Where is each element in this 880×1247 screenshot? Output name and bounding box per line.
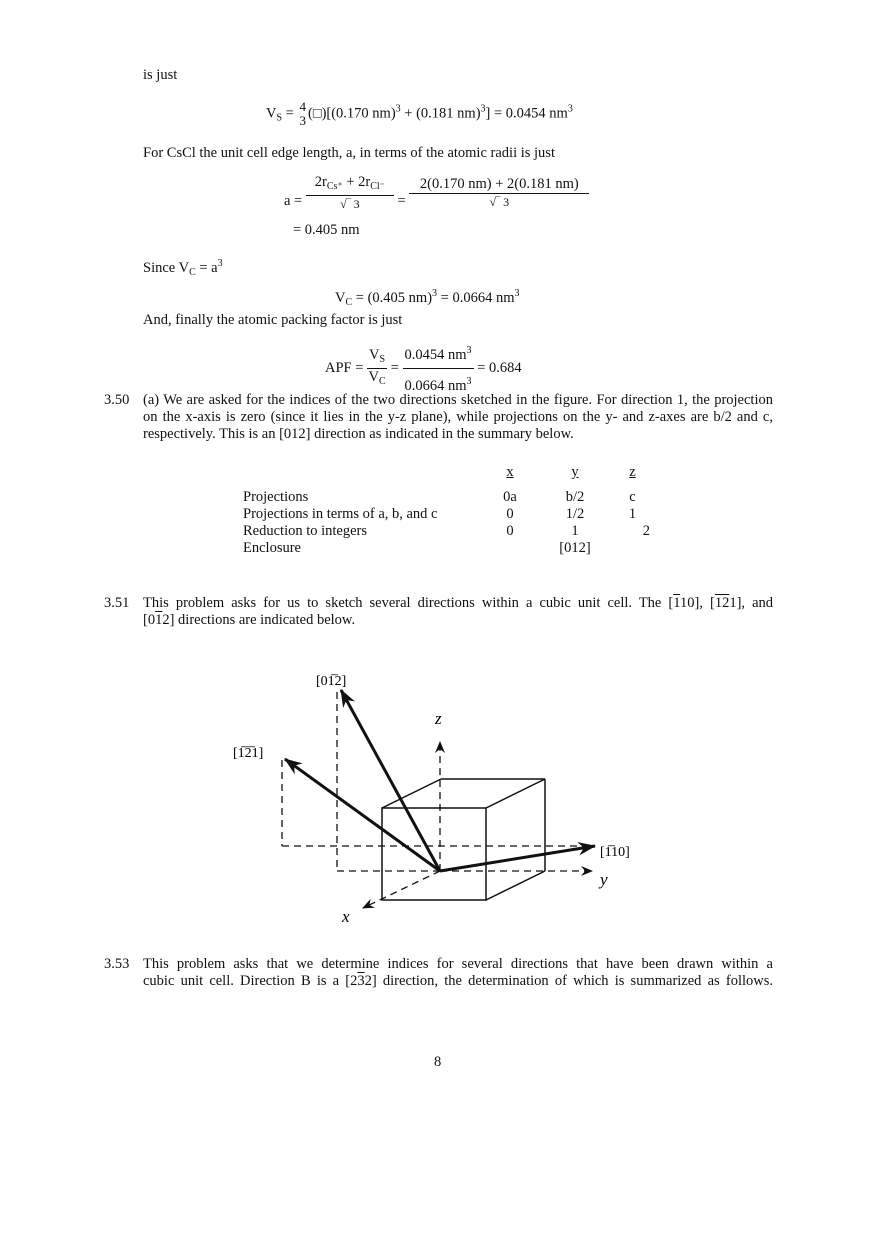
vector-121 xyxy=(285,759,440,871)
intro-text: is just xyxy=(143,67,178,83)
x-axis xyxy=(363,871,440,908)
equation-a: a = $\frac{2r_{Cs^+} + 2r_{Cl^-}}{√‾ 3}$ = $\frac{2(0.170 nm) + 2(0.181 nm)}{√‾ 3}$ xyxy=(284,174,589,213)
label-y: y xyxy=(600,870,608,889)
cscl-text: For CsCl the unit cell edge length, a, in terms of the atomic radii is just xyxy=(143,145,555,161)
vector-012 xyxy=(341,690,440,871)
apf-text: And, finally the atomic packing factor is just xyxy=(143,312,403,328)
problem-number-3-50: 3.50 xyxy=(104,392,130,408)
problem-number-3-51: 3.51 xyxy=(104,595,130,611)
result-a: = 0.405 nm xyxy=(293,222,360,238)
table-row: Projections 0a b/2 c xyxy=(243,489,636,505)
label-z: z xyxy=(435,709,442,728)
problem-number-3-53: 3.53 xyxy=(104,956,130,972)
label-012: [01̅2] xyxy=(316,674,347,689)
table-row: Enclosure [012] xyxy=(243,540,591,556)
table-header-row: x y z xyxy=(506,464,636,480)
equation-apf: APF = $\frac{V_S}{V_C}$ = $\frac{0.0454 nm^3}{0.0664 nm^3}$ = 0.684 xyxy=(325,342,522,395)
equation-vc: $V_C = (0.405$ nm)$^3$ = 0.0664 $nm^3$ xyxy=(335,288,520,308)
label-110: [1̅10] xyxy=(600,845,630,860)
vector-110 xyxy=(440,846,595,871)
table-row: Projections in terms of a, b, and c 0 1/2 1 xyxy=(243,506,637,522)
page-number: 8 xyxy=(434,1054,442,1070)
problem-3-51-text: This problem asks for us to sketch several directions within a cubic unit cell. The [110], [121], and [012] directions are indicated below. xyxy=(143,595,773,628)
table-row: Reduction to integers 0 1 2 xyxy=(243,523,650,539)
label-x: x xyxy=(342,907,350,926)
since-text: Since $V_C = a^3$ xyxy=(143,258,223,278)
problem-3-50-text: (a) We are asked for the indices of the two directions sketched in the figure. For direction 1, the projection on the x-axis is zero (since it lies in the y-z plane), while projections on the y- and z-axes are b/2 and c, respectively. This is an [012] direction as indicated in the summary below. xyxy=(143,392,773,442)
unit-cell-cube xyxy=(382,779,545,900)
problem-3-53-text: This problem asks that we determine indices for several directions that have been drawn within a cubic unit cell. Direction B is a [232] direction, the determination of which is summarized as follows. xyxy=(143,956,773,989)
equation-vs: $V_S$ = 4 3 (□)[(0.170 nm)$^3$ + (0.181 nm)$^3$] = 0.0454 $nm^3$ xyxy=(266,99,573,128)
label-121: [1̅2̅1] xyxy=(233,746,264,761)
